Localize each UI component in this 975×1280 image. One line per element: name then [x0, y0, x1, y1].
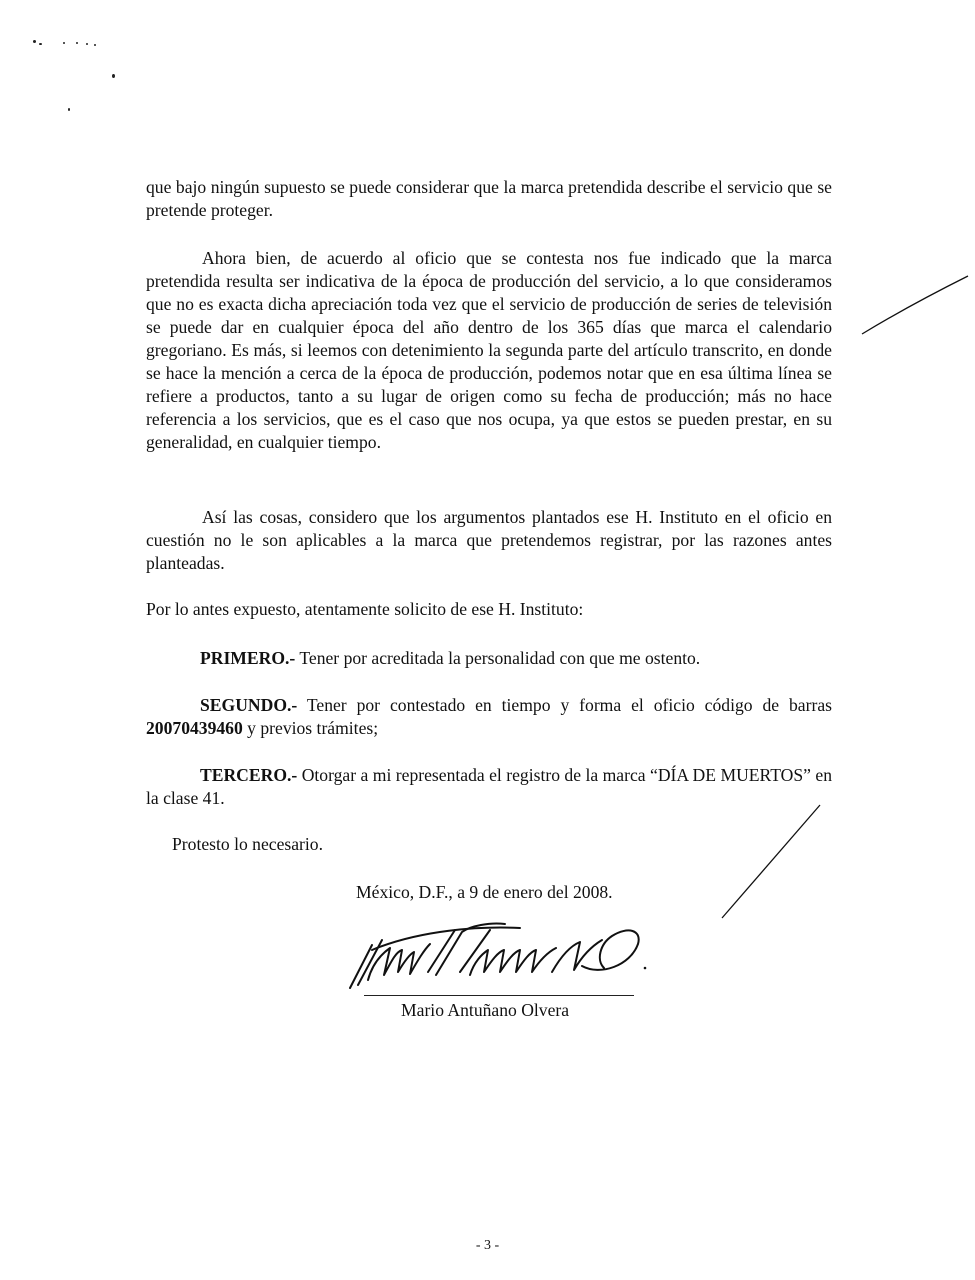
paragraph-continuation: que bajo ningún supuesto se puede considerar que la marca pretendida describe el servicio que se pretende proteger. — [146, 177, 832, 220]
scan-speck — [94, 44, 96, 46]
barcode-number: 20070439460 — [146, 718, 243, 738]
petition-segundo-text: Tener por contestado en tiempo y forma el oficio código de barras — [297, 695, 832, 715]
petition-primero-text: Tener por acreditada la personalidad con que me ostento. — [295, 648, 701, 668]
signatory-name: Mario Antuñano Olvera — [401, 1000, 570, 1020]
petition-tercero — [146, 764, 832, 810]
signature-line — [364, 995, 634, 996]
scan-speck — [33, 40, 36, 43]
signature-dot — [644, 967, 647, 970]
margin-slash-mark — [862, 276, 968, 334]
scan-speck — [68, 108, 70, 111]
scan-speck — [76, 42, 78, 44]
paragraph-argumentos: Así las cosas, considero que los argumentos plantados ese H. Instituto en el oficio en cuestión no le son aplicables a la marca que pretendemos registrar, por las razones antes planteadas. — [146, 507, 832, 573]
paragraph-epoca-produccion: Ahora bien, de acuerdo al oficio que se contesta nos fue indicado que la marca pretendida resulta ser indicativa de la época de producción del servicio, a lo que consideramos que no es exacta dicha apreciación toda vez que el servicio de producción de series de televisión se puede dar en cualquier época del año dentro de los 365 días que marca el calendario gregoriano. Es más, si leemos con detenimiento la segunda parte del artículo transcrito, en donde se hace la mención a cerca de la época de producción, podemos notar que en esa última línea se refiere a productos, tanto a su lugar de origen como su fecha de producción; más no hace referencia a los servicios, que es el caso que nos ocupa, ya que estos se pueden prestar, en su generalidad, en cualquier tiempo. — [146, 248, 832, 452]
place-date: México, D.F., a 9 de enero del 2008. — [356, 882, 613, 902]
scan-speck — [112, 74, 115, 78]
page-number: - 3 - — [475, 1238, 500, 1253]
petition-segundo-label: SEGUNDO.- — [200, 695, 298, 715]
petition-primero-label: PRIMERO.- — [200, 648, 296, 668]
closing-text: Protesto lo necesario. — [172, 834, 323, 854]
petition-segundo — [146, 694, 832, 740]
petition-primero — [146, 647, 832, 670]
scan-speck — [86, 43, 88, 45]
petition-segundo-text-end: y previos trámites; — [242, 718, 379, 738]
margin-slash-mark-lower — [722, 805, 820, 918]
scan-speck — [63, 42, 65, 44]
paragraph-solicitud: Por lo antes expuesto, atentamente solicito de ese H. Instituto: — [146, 599, 584, 619]
scan-speck — [39, 43, 42, 45]
signature-scribble — [350, 923, 639, 988]
petition-tercero-label: TERCERO.- — [200, 765, 298, 785]
petition-tercero-text: Otorgar a mi representada el registro de la marca “DÍA DE MUERTOS” en la clase 41. — [146, 765, 832, 808]
